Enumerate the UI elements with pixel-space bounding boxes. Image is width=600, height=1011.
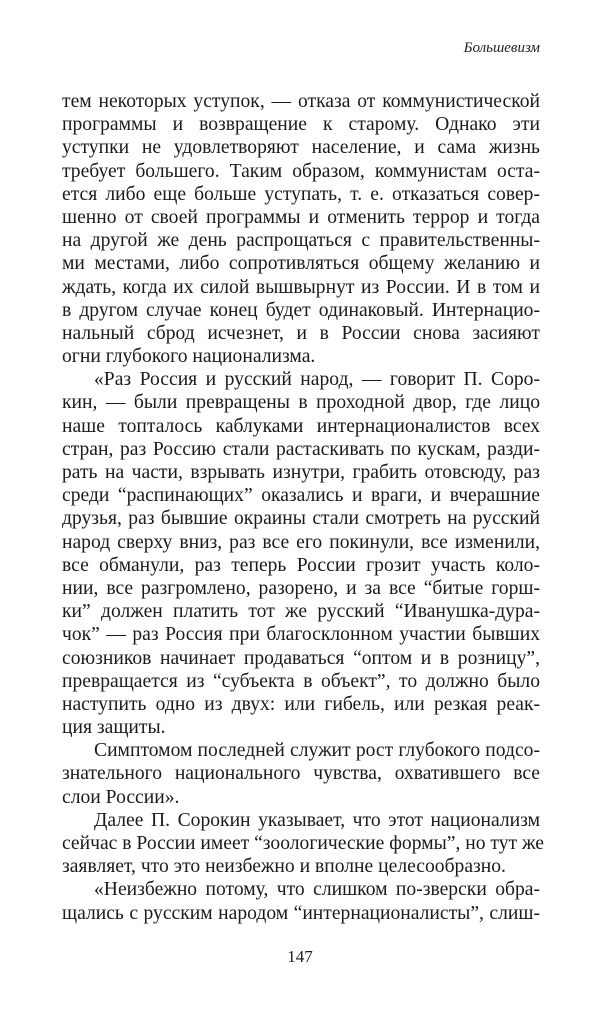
text-line: стран, раз Россию стали растаскивать по кускам, разди- xyxy=(62,438,540,460)
text-line: огни глубокого национализма. xyxy=(62,346,316,368)
text-line: наступить одно из двух: или гибель, или резкая реак- xyxy=(62,693,540,715)
text-line: в другом случае конец будет одинаковый. Интернацио- xyxy=(62,299,540,321)
text-line: ми местами, либо сопротивляться общему желанию и xyxy=(62,253,540,275)
text-line: слои России». xyxy=(62,786,180,808)
text-line: на другой же день распрощаться с правительственны- xyxy=(62,230,540,252)
text-line: союзников начинает продаваться “оптом и в розницу”, xyxy=(62,647,540,669)
text-line: знательного национального чувства, охватившего все xyxy=(62,763,540,785)
page-number: 147 xyxy=(287,947,313,966)
text-line: ждать, когда их силой вышвырнут из России. И в том и xyxy=(62,276,540,298)
text-line: кин, — были превращены в проходной двор, где лицо xyxy=(62,392,540,414)
text-line: превращается из “субъекта в объект”, то должно было xyxy=(62,670,540,692)
text-line: программы и возвращение к старому. Однако эти xyxy=(62,114,540,136)
text-line: наше топталось каблуками интернационалистов всех xyxy=(62,415,540,437)
text-line: шенно от своей программы и отменить террор и тогда xyxy=(62,206,540,228)
text-line: Далее П. Сорокин указывает, что этот национализм xyxy=(94,809,540,831)
text-line: уступки не удовлетворяют население, и сама жизнь xyxy=(62,137,540,159)
text-line: заявляет, что это неизбежно и вполне целесообразно. xyxy=(62,856,506,878)
text-line: ция защиты. xyxy=(62,717,166,739)
text-line: ки” должен платить тот же русский “Иванушка-дура- xyxy=(62,601,540,623)
body-text xyxy=(62,90,544,925)
text-line: требует большего. Таким образом, коммунистам оста- xyxy=(62,160,540,182)
text-line: нальный сброд исчезнет, и в России снова засияют xyxy=(62,322,540,344)
text-line: рать на части, взрывать изнутри, грабить отовсюду, раз xyxy=(62,462,540,483)
text-line: нии, все разгромлено, разорено, и за все “битые горш- xyxy=(62,577,540,599)
text-line: тем некоторых уступок, — отказа от коммунистической xyxy=(62,91,540,112)
text-line: ется либо еще больше уступать, т. е. отказаться совер- xyxy=(62,183,540,205)
text-line: Симптомом последней служит рост глубокого подсо- xyxy=(94,740,540,762)
text-line: щались с русским народом “интернационалисты”, слиш- xyxy=(62,902,540,924)
text-line: чок” — раз Россия при благосклонном участии бывших xyxy=(62,624,540,646)
text-line: «Раз Россия и русский народ, — говорит П. Соро- xyxy=(94,369,540,391)
text-line: друзья, раз бывшие окраины стали смотреть на русский xyxy=(62,508,540,530)
text-line: сейчас в России имеет “зоологические формы”, но тут же xyxy=(62,833,544,854)
text-line: все обманули, раз теперь России грозит участь коло- xyxy=(62,554,540,576)
text-line: среди “распинающих” оказались и враги, и вчерашние xyxy=(62,485,540,507)
running-header: Большевизм xyxy=(463,40,540,56)
text-line: «Неизбежно потому, что слишком по-зверски обра- xyxy=(94,879,540,901)
text-line: народ сверху вниз, раз все его покинули, все изменили, xyxy=(62,531,540,553)
